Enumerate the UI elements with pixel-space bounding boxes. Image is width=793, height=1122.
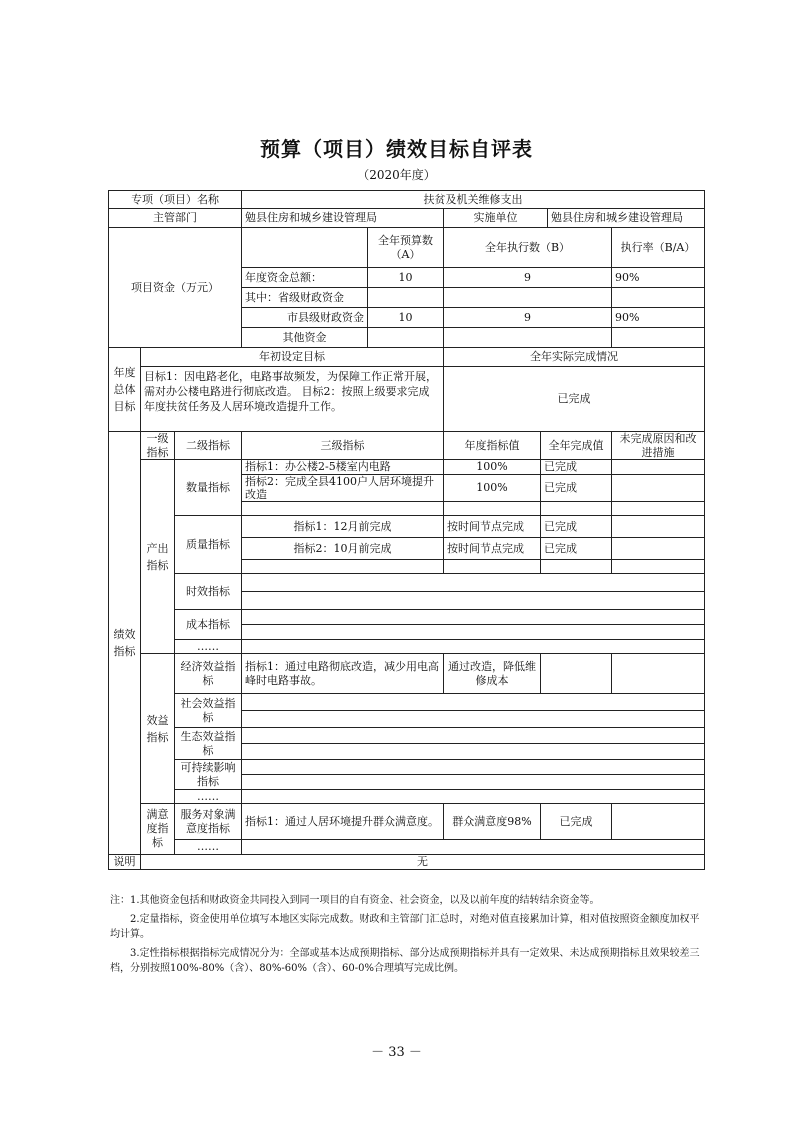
page-title: 预算（项目）绩效目标自评表 [260,137,533,161]
footnote: 3.定性指标根据指标完成情况分为：全部或基本达成预期指标、部分达成预期指标并具有一定效果、未达成预期指标且效果较差三档，分别按照100%-80%（含）、80%-60%（含）、60-0%合理填写完成比例。 [110,948,700,974]
funds-row-budget: 10 [368,308,444,328]
footnotes [110,893,702,980]
blank-cell [242,775,705,790]
blank-cell [242,560,444,574]
funds-row-label: 其中：省级财政资金 [242,288,368,308]
blank-cell [242,592,705,610]
col-level1: 一级指标 [141,432,175,460]
satisfaction-reason [612,804,705,840]
col-target: 年度指标值 [444,432,541,460]
funds-row-budget [368,288,444,308]
quality-row-target: 按时间节点完成 [444,516,541,538]
funds-row-executed: 9 [444,268,612,288]
quality-row-text: 指标2：10月前完成 [242,538,444,560]
evaluation-table [108,190,705,870]
economic-benefit-label: 经济效益指标 [175,654,242,694]
quantity-indicator-label: 数量指标 [175,460,242,516]
quantity-row-target: 100% [444,475,541,502]
blank-cell [242,625,705,640]
satisfaction-text: 指标1：通过人居环境提升群众满意度。 [242,804,444,840]
quantity-row-reason [612,475,705,502]
blank-cell [612,654,705,694]
funds-row-label: 年度资金总额： [242,268,368,288]
goals-col-target: 年初设定目标 [141,348,444,367]
quality-row-text: 指标1：12月前完成 [242,516,444,538]
economic-benefit-target: 通过改造，降低维修成本 [444,654,541,694]
economic-benefit-text: 指标1：通过电路彻底改造，减少用电高峰时电路事故。 [242,654,444,694]
benefit-indicator-label: 效益指标 [141,654,175,804]
quality-indicator-label: 质量指标 [175,516,242,574]
blank-cell [612,502,705,516]
funds-label: 项目资金（万元） [108,228,242,348]
funds-col-executed: 全年执行数（B） [444,228,612,268]
quality-row-actual: 已完成 [541,516,612,538]
blank-cell [242,640,705,654]
dept-label: 主管部门 [108,209,242,228]
funds-row-rate: 90% [612,308,705,328]
item-name-label: 专项（项目）名称 [108,190,242,209]
page-number: － 33 － [371,1045,422,1060]
goals-actual-text: 已完成 [444,367,705,432]
funds-row-rate [612,288,705,308]
ecological-benefit-label: 生态效益指标 [175,728,242,760]
impl-label: 实施单位 [444,209,548,228]
social-benefit-label: 社会效益指标 [175,694,242,728]
blank-cell [541,654,612,694]
col-actual: 全年完成值 [541,432,612,460]
blank-cell [242,790,705,804]
funds-row-rate: 90% [612,268,705,288]
blank-cell [242,744,705,760]
funds-row-label: 其他资金 [242,328,368,348]
blank-cell [242,728,705,744]
footnote: 2.定量指标，资金使用单位填写本地区实际完成数。财政和主管部门汇总时，对绝对值直接累加计算，相对值按照资金额度加权平均计算。 [110,914,700,940]
blank-cell [242,711,705,728]
output-indicator-label: 产出指标 [141,460,175,654]
funds-col-rate: 执行率（B/A） [612,228,705,268]
goals-target-text: 目标1：因电路老化，电路事故频发，为保障工作正常开展，需对办公楼电路进行彻底改造。 目标2：按照上级要求完成年度扶贫任务及人居环境改造提升工作。 [141,367,444,432]
blank-cell [242,840,705,855]
quality-row-actual: 已完成 [541,538,612,560]
blank-cell [444,560,541,574]
timeliness-indicator-label: 时效指标 [175,574,242,610]
funds-row-executed [444,328,612,348]
page-subtitle: （2020年度） [357,168,436,182]
indicators-label: 绩效指标 [108,432,141,855]
quality-row-target: 按时间节点完成 [444,538,541,560]
quantity-row-text: 指标2：完成全县4100户人居环境提升改造 [242,475,444,502]
funds-row-budget: 10 [368,268,444,288]
benefit-ellipsis: …… [175,790,242,804]
remarks-value: 无 [141,855,705,870]
output-ellipsis: …… [175,640,242,654]
satisfaction-indicator-label: 满意度指标 [141,804,175,855]
satisfaction-actual: 已完成 [541,804,612,840]
quantity-row-actual: 已完成 [541,460,612,475]
item-name-value: 扶贫及机关维修支出 [242,190,705,209]
blank-cell [242,760,705,775]
blank-cell [612,560,705,574]
cost-indicator-label: 成本指标 [175,610,242,640]
impl-value: 勉县住房和城乡建设管理局 [548,209,705,228]
blank-cell [242,502,444,516]
satisfaction-ellipsis: …… [175,840,242,855]
quantity-row-text: 指标1：办公楼2-5楼室内电路 [242,460,444,475]
footnote: 注：1.其他资金包括和财政资金共同投入到同一项目的自有资金、社会资金，以及以前年度的结转结余资金等。 [110,895,600,906]
dept-value: 勉县住房和城乡建设管理局 [242,209,444,228]
funds-row-executed [444,288,612,308]
goals-label: 年度总体目标 [108,348,141,432]
blank-cell [444,502,541,516]
blank-cell [541,560,612,574]
col-level3: 三级指标 [242,432,444,460]
quantity-row-target: 100% [444,460,541,475]
satisfaction-target: 群众满意度98% [444,804,541,840]
quantity-row-actual: 已完成 [541,475,612,502]
blank-cell [242,694,705,711]
col-level2: 二级指标 [175,432,242,460]
satisfaction-sub-label: 服务对象满意度指标 [175,804,242,840]
col-reason: 未完成原因和改进措施 [612,432,705,460]
quality-row-reason [612,538,705,560]
blank-cell [242,610,705,625]
funds-row-budget [368,328,444,348]
funds-row-executed: 9 [444,308,612,328]
funds-col-budget: 全年预算数（A） [368,228,444,268]
remarks-label: 说明 [108,855,141,870]
blank-cell [242,574,705,592]
funds-corner [242,228,368,268]
quantity-row-reason [612,460,705,475]
funds-row-label: 市县级财政资金 [242,308,368,328]
goals-col-actual: 全年实际完成情况 [444,348,705,367]
sustainable-benefit-label: 可持续影响指标 [175,760,242,790]
funds-row-rate [612,328,705,348]
blank-cell [541,502,612,516]
quality-row-reason [612,516,705,538]
